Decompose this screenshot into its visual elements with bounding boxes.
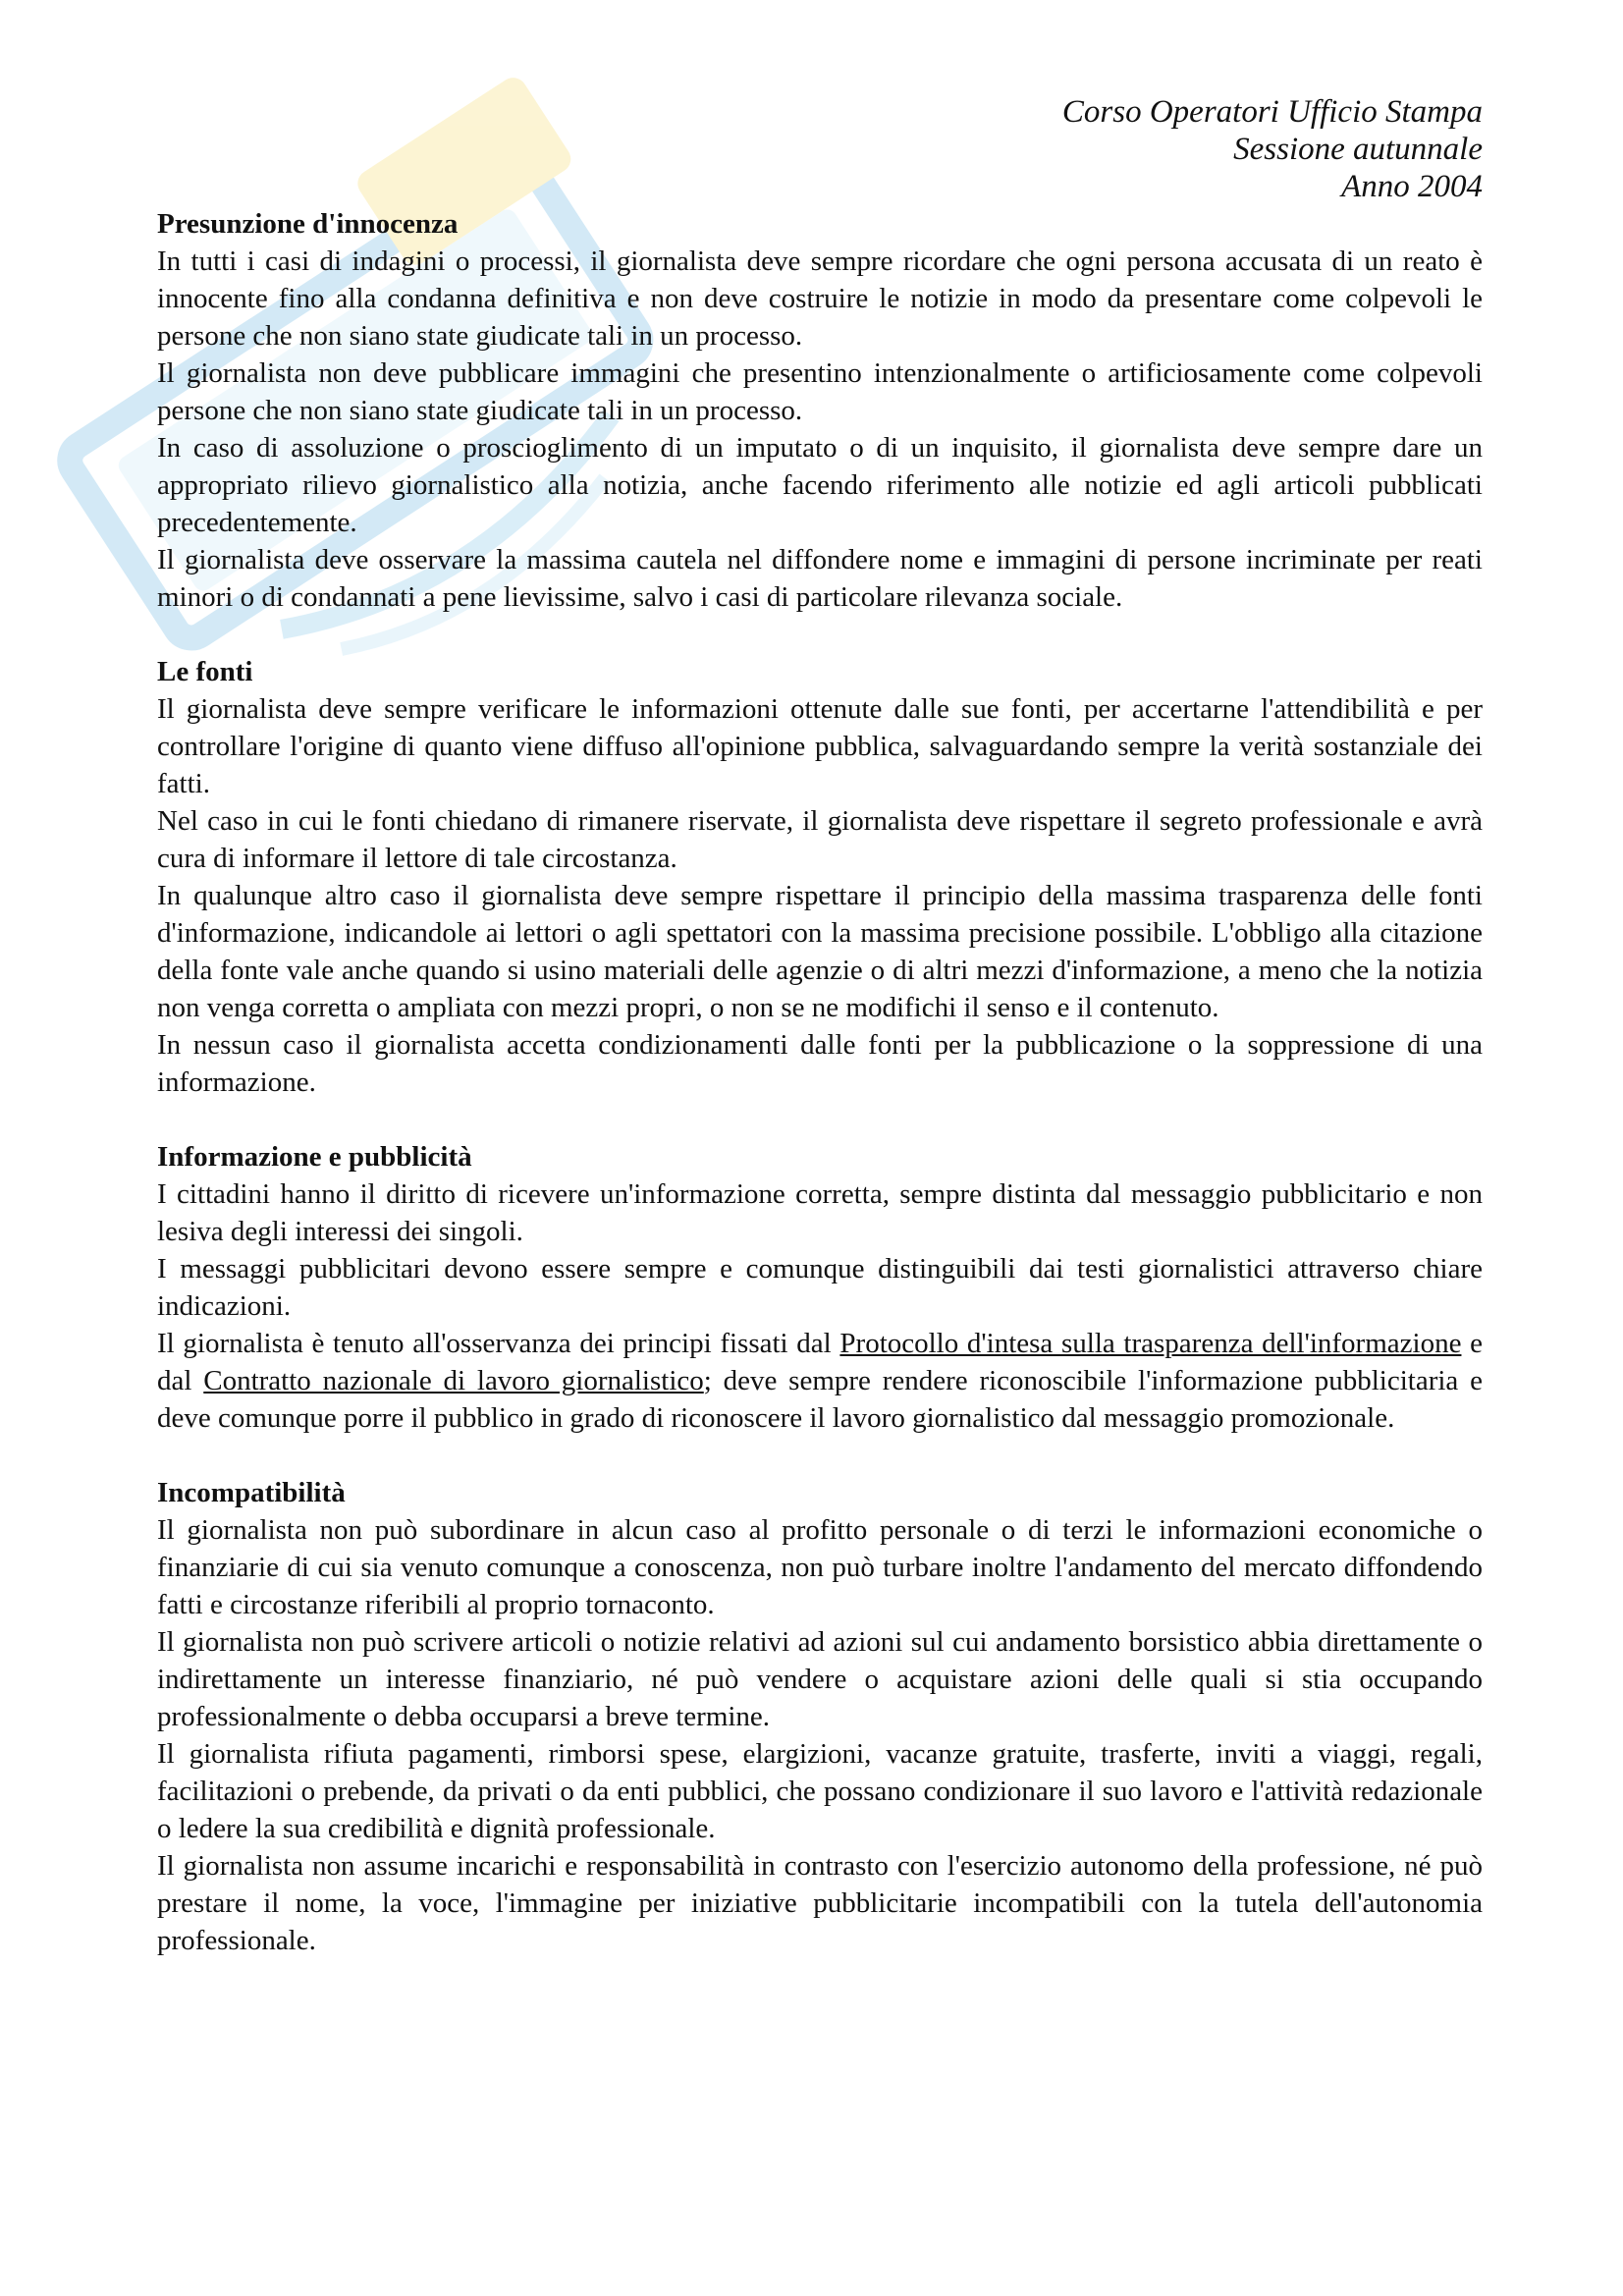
contratto-link[interactable]: Contratto nazionale di lavoro giornalistico (203, 1365, 704, 1396)
section-incompatibilita (157, 1474, 1483, 1959)
section-informazione-pubblicita (157, 1138, 1483, 1437)
paragraph: Il giornalista non assume incarichi e responsabilità in contrasto con l'esercizio autonomo della professione, né può prestare il nome, la voce, l'immagine per iniziative pubblicitarie incompatibili con la tutela dell'autonomia professionale. (157, 1850, 1483, 1956)
paragraph-with-references (157, 1325, 1483, 1437)
section-le-fonti (157, 653, 1483, 1101)
section-presunzione-innocenza (157, 205, 1483, 616)
paragraph: Il giornalista non deve pubblicare immagini che presentino intenzionalmente o artificiosamente come colpevoli persone che non siano state giudicate tali in un processo. (157, 357, 1483, 426)
paragraph: Nel caso in cui le fonti chiedano di rimanere riservate, il giornalista deve rispettare il segreto professionale e avrà cura di informare il lettore di tale circostanza. (157, 805, 1483, 874)
document-header (157, 93, 1483, 205)
section-heading: Incompatibilità (157, 1477, 346, 1508)
paragraph: In qualunque altro caso il giornalista deve sempre rispettare il principio della massima trasparenza delle fonti d'informazione, indicandole ai lettori o agli spettatori con la massima precisione possibile. L'obbligo alla citazione della fonte vale anche quando si usino materiali delle agenzie o di altri mezzi d'informazione, a meno che la notizia non venga corretta o ampliata con mezzi propri, o non se ne modifichi il senso e il contenuto. (157, 880, 1483, 1023)
section-heading: Le fonti (157, 656, 253, 687)
paragraph: Il giornalista rifiuta pagamenti, rimborsi spese, elargizioni, vacanze gratuite, trasferte, inviti a viaggi, regali, facilitazioni o prebende, da privati o da enti pubblici, che possano condizionare il suo lavoro e l'attività redazionale o ledere la sua credibilità e dignità professionale. (157, 1738, 1483, 1844)
paragraph: Il giornalista non può scrivere articoli o notizie relativi ad azioni sul cui andamento borsistico abbia direttamente o indirettamente un interesse finanziario, né può vendere o acquistare azioni delle quali si stia occupando professionalmente o debba occuparsi a breve termine. (157, 1626, 1483, 1732)
paragraph: In tutti i casi di indagini o processi, il giornalista deve sempre ricordare che ogni persona accusata di un reato è innocente fino alla condanna definitiva e non deve costruire le notizie in modo da presentare come colpevoli le persone che non siano state giudicate tali in un processo. (157, 246, 1483, 352)
document-page (157, 93, 1483, 1959)
section-heading: Presunzione d'innocenza (157, 208, 459, 240)
paragraph: I messaggi pubblicitari devono essere sempre e comunque distinguibili dai testi giornalistici attraverso chiare indicazioni. (157, 1253, 1483, 1322)
section-heading: Informazione e pubblicità (157, 1141, 472, 1173)
paragraph: Il giornalista deve osservare la massima cautela nel diffondere nome e immagini di persone incriminate per reati minori o di condannati a pene lievissime, salvo i casi di particolare rilevanza sociale. (157, 544, 1483, 613)
course-title: Corso Operatori Ufficio Stampa (1061, 94, 1483, 130)
protocollo-link[interactable]: Protocollo d'intesa sulla trasparenza dell'informazione (839, 1328, 1462, 1359)
text-run: ; deve sempre rendere riconoscibile l'informazione pubblicitaria e deve comunque porre il pubblico in grado di riconoscere il lavoro giornalistico dal messaggio promozionale. (157, 1365, 1483, 1434)
paragraph: Il giornalista deve sempre verificare le informazioni ottenute dalle sue fonti, per accertarne l'attendibilità e per controllare l'origine di quanto viene diffuso all'opinione pubblica, salvaguardando sempre la verità sostanziale dei fatti. (157, 693, 1483, 799)
session-label: Sessione autunnale (1233, 132, 1483, 167)
text-run: Il giornalista è tenuto all'osservanza dei principi fissati dal (157, 1328, 840, 1359)
paragraph: I cittadini hanno il diritto di ricevere un'informazione corretta, sempre distinta dal messaggio pubblicitario e non lesiva degli interessi dei singoli. (157, 1178, 1483, 1247)
paragraph: Il giornalista non può subordinare in alcun caso al profitto personale o di terzi le informazioni economiche o finanziarie di cui sia venuto comunque a conoscenza, non può turbare inoltre l'andamento del mercato diffondendo fatti e circostanze riferibili al proprio tornaconto. (157, 1514, 1483, 1620)
paragraph: In nessun caso il giornalista accetta condizionamenti dalle fonti per la pubblicazione o la soppressione di una informazione. (157, 1029, 1483, 1098)
text-run: e dal (157, 1328, 1484, 1396)
paragraph: In caso di assoluzione o proscioglimento di un imputato o di un inquisito, il giornalista deve sempre dare un appropriato rilievo giornalistico alla notizia, anche facendo riferimento alle notizie ed agli articoli pubblicati precedentemente. (157, 432, 1483, 538)
year-label: Anno 2004 (1341, 169, 1483, 204)
